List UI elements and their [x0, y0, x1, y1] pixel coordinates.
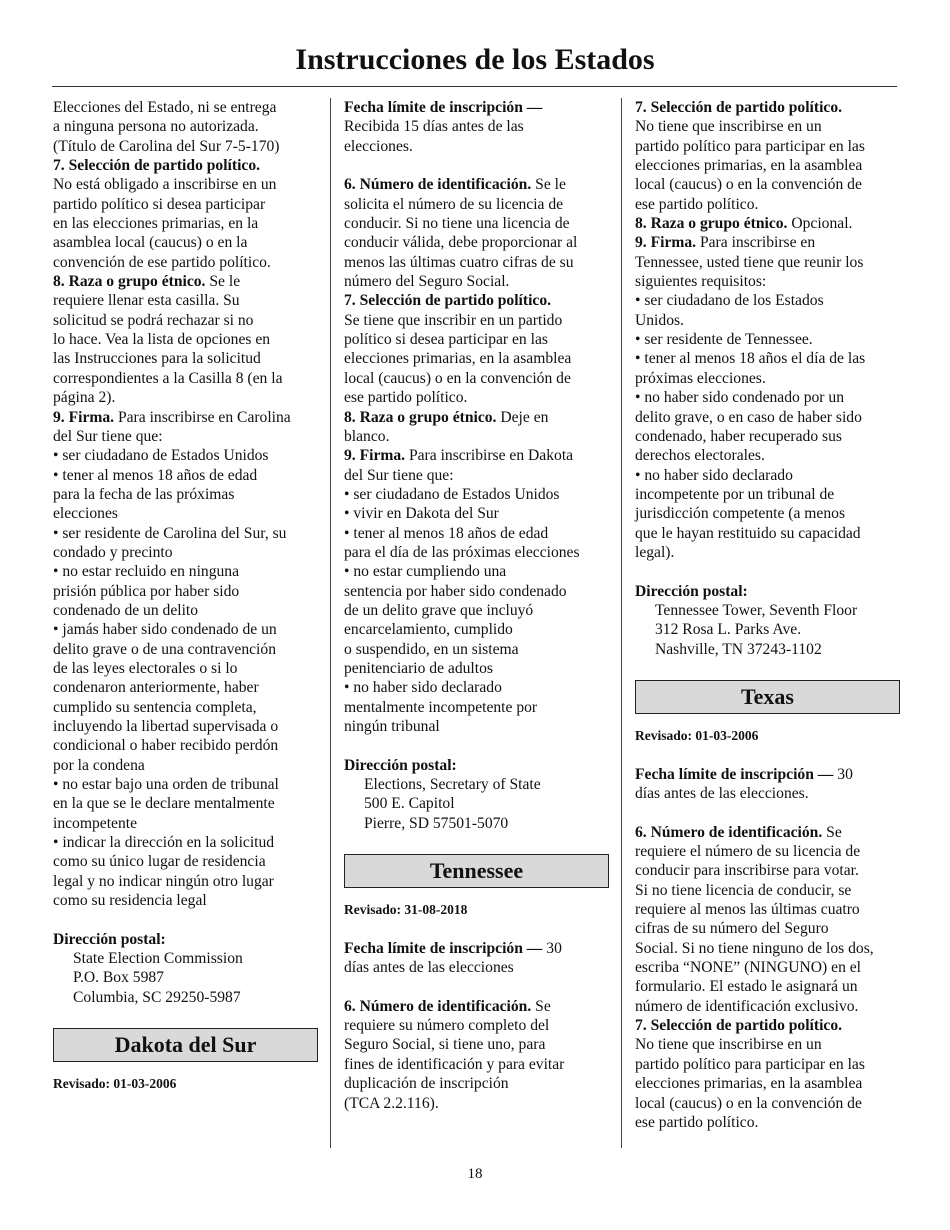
heading-text: 8. Raza o grupo étnico. — [344, 408, 497, 426]
section-heading — [344, 939, 609, 958]
bullet-line: • no estar recluido en ninguna — [53, 563, 240, 581]
text-line: incompetente por un tribunal de — [635, 485, 835, 503]
section-heading — [344, 175, 609, 194]
text-span: Se — [822, 823, 842, 841]
text-line: elecciones primarias, en la asamblea — [344, 350, 572, 368]
text-line: ningún tribunal — [344, 718, 440, 735]
address-line: Elections, Secretary of State — [364, 776, 541, 794]
state-header-dakota-del-sur: Dakota del Sur — [53, 1028, 318, 1062]
heading-text: 9. Firma. — [344, 447, 406, 465]
text-line: elecciones primarias, en la asamblea — [635, 157, 863, 175]
text-line: partido político si desea participar — [53, 195, 266, 213]
text-line: para la fecha de las próximas — [53, 485, 235, 503]
column-1 — [53, 98, 318, 1094]
bullet-line: • no haber sido declarado — [344, 679, 502, 697]
section-heading — [53, 272, 318, 291]
text-span: Se le — [205, 273, 241, 291]
address-line: 312 Rosa L. Parks Ave. — [655, 621, 802, 639]
text-line: correspondientes a la Casilla 8 (en la — [53, 369, 283, 387]
text-line: jurisdicción competente (a menos — [635, 505, 846, 523]
text-line: cifras de su número del Seguro — [635, 920, 829, 938]
text-line: condado y precinto — [53, 543, 173, 561]
text-line: partido político para participar en las — [635, 1055, 865, 1073]
address-line: Pierre, SD 57501-5070 — [364, 814, 509, 832]
text-line: en las elecciones primarias, en la — [53, 215, 259, 233]
text-line: Recibida 15 días antes de las — [344, 118, 524, 136]
text-line: local (caucus) o en la convención de — [635, 176, 862, 194]
text-line: menos las últimas cuatro cifras de su — [344, 253, 574, 271]
text-line: conducir. Si no tiene una licencia de — [344, 215, 570, 233]
text-line: de las leyes electorales o si lo — [53, 659, 238, 677]
section-heading — [635, 233, 900, 252]
heading-text: Fecha límite de inscripción — — [635, 765, 834, 783]
address-heading — [344, 756, 609, 775]
text-line: delito grave o de una contravención — [53, 640, 276, 658]
address-line: Columbia, SC 29250-5987 — [73, 988, 241, 1006]
text-line: condenaron anteriormente, haber — [53, 679, 259, 697]
bullet-line: • ser ciudadano de Estados Unidos — [344, 485, 560, 503]
text-line: siguientes requisitos: — [635, 273, 767, 291]
text-line: político si desea participar en las — [344, 331, 548, 349]
address-line: P.O. Box 5987 — [73, 969, 164, 987]
text-line: condenado, haber recuperado sus — [635, 427, 842, 445]
section-heading — [635, 765, 900, 784]
column-2 — [344, 98, 609, 1113]
text-line: local (caucus) o en la convención de — [635, 1094, 862, 1112]
text-line: Seguro Social, si tiene uno, para — [344, 1036, 546, 1054]
text-line: Unidos. — [635, 311, 684, 329]
address-line: Tennessee Tower, Seventh Floor — [655, 601, 858, 619]
bullet-line: • no estar cumpliendo una — [344, 563, 507, 581]
address-heading — [53, 930, 318, 949]
section-heading — [53, 408, 318, 427]
section-heading — [635, 1016, 900, 1035]
text-line: derechos electorales. — [635, 447, 765, 465]
section-heading — [344, 291, 609, 310]
heading-text: 7. Selección de partido político. — [53, 157, 261, 175]
text-line: mentalmente incompetente por — [344, 698, 538, 716]
heading-text: Dirección postal: — [344, 756, 457, 774]
text-line: elecciones — [53, 505, 118, 523]
heading-text: 6. Número de identificación. — [635, 823, 823, 841]
text-line: del Sur tiene que: — [344, 466, 454, 484]
text-line: No tiene que inscribirse en un — [635, 1036, 822, 1054]
bullet-line: • no haber sido condenado por un — [635, 389, 844, 407]
text-line: lo hace. Vea la lista de opciones en — [53, 331, 271, 349]
text-line: Social. Si no tiene ninguno de los dos, — [635, 939, 874, 957]
text-line: Se tiene que inscribir en un partido — [344, 311, 563, 329]
heading-text: Dirección postal: — [635, 582, 748, 600]
revised-date: Revisado: 01-03-2006 — [635, 727, 759, 743]
section-heading — [53, 156, 318, 175]
text-line: en la que se le declare mentalmente — [53, 795, 275, 813]
column-3 — [635, 98, 900, 1132]
text-span: Para inscribirse en — [696, 234, 816, 252]
section-heading — [635, 98, 900, 117]
text-line: (TCA 2.2.116). — [344, 1094, 439, 1112]
text-line: ese partido político. — [635, 1113, 759, 1131]
section-heading — [344, 997, 609, 1016]
heading-text: 9. Firma. — [53, 408, 115, 426]
text-span: Deje en — [496, 408, 549, 426]
text-line: ese partido político. — [635, 195, 759, 213]
address-line: 500 E. Capitol — [364, 795, 455, 813]
text-line: solicitud se podrá rechazar si no — [53, 311, 254, 329]
text-line: requiere el número de su licencia de — [635, 843, 861, 861]
address-line: Nashville, TN 37243-1102 — [655, 640, 822, 658]
text-line: número de identificación exclusivo. — [635, 997, 859, 1015]
text-line: próximas elecciones. — [635, 369, 766, 387]
text-line: requiere al menos las últimas cuatro — [635, 901, 860, 919]
text-line: conducir para inscribirse para votar. — [635, 862, 859, 880]
text-line: del Sur tiene que: — [53, 427, 163, 445]
text-line: No está obligado a inscribirse en un — [53, 176, 277, 194]
text-line: escriba “NONE” (NINGUNO) en el — [635, 959, 862, 977]
revised-date: Revisado: 01-03-2006 — [53, 1076, 177, 1092]
text-span: Se le — [531, 176, 566, 194]
text-line: legal). — [635, 543, 675, 561]
text-line: a ninguna persona no autorizada. — [53, 118, 259, 136]
text-line: requiere su número completo del — [344, 1017, 550, 1035]
text-line: penitenciario de adultos — [344, 659, 493, 677]
text-line: formulario. El estado le asignará un — [635, 978, 858, 996]
text-line: conducir válida, debe proporcionar al — [344, 234, 578, 252]
page-number: 18 — [467, 1166, 483, 1182]
column-divider — [621, 98, 622, 1148]
heading-text: 8. Raza o grupo étnico. — [635, 215, 788, 233]
text-line: local (caucus) o en la convención de — [344, 369, 571, 387]
bullet-line: • ser residente de Tennessee. — [635, 331, 813, 349]
text-line: partido político para participar en las — [635, 137, 865, 155]
text-line: ese partido político. — [344, 389, 468, 407]
page-title: Instrucciones de los Estados — [295, 43, 655, 76]
text-span: Se — [531, 997, 551, 1015]
section-heading — [344, 446, 609, 465]
state-header-tennessee: Tennessee — [344, 854, 609, 888]
text-line: fines de identificación y para evitar — [344, 1055, 565, 1073]
heading-text: 9. Firma. — [635, 234, 697, 252]
text-line: elecciones primarias, en la asamblea — [635, 1075, 863, 1093]
text-line: solicita el número de su licencia de — [344, 195, 564, 213]
text-line: delito grave, o en caso de haber sido — [635, 408, 862, 426]
text-line: (Título de Carolina del Sur 7-5-170) — [53, 137, 280, 155]
heading-text: Fecha límite de inscripción — — [344, 99, 543, 116]
text-line: requiere llenar esta casilla. Su — [53, 292, 240, 310]
text-line: por la condena — [53, 756, 145, 774]
bullet-line: • ser ciudadano de Estados Unidos — [53, 447, 269, 465]
bullet-line: • indicar la dirección en la solicitud — [53, 834, 275, 852]
text-line: para el día de las próximas elecciones — [344, 543, 580, 561]
bullet-line: • tener al menos 18 años el día de las — [635, 350, 866, 368]
text-line: cumplido su sentencia completa, — [53, 698, 257, 716]
bullet-line: • jamás haber sido condenado de un — [53, 621, 277, 639]
text-line: sentencia por haber sido condenado — [344, 582, 567, 600]
text-line: Elecciones del Estado, ni se entrega — [53, 99, 277, 116]
text-line: blanco. — [344, 427, 390, 445]
text-span: Para inscribirse en Carolina — [114, 408, 291, 426]
text-line: elecciones. — [344, 137, 413, 155]
section-heading — [635, 823, 900, 842]
text-line: Tennessee, usted tiene que reunir los — [635, 253, 864, 271]
state-header-texas: Texas — [635, 680, 900, 714]
text-line: duplicación de inscripción — [344, 1075, 509, 1093]
text-line: o suspendido, en un sistema — [344, 640, 519, 658]
text-line: legal y no indicar ningún otro lugar — [53, 872, 274, 890]
text-span: Opcional. — [787, 215, 853, 233]
revised-date: Revisado: 31-08-2018 — [344, 902, 468, 918]
text-line: asamblea local (caucus) o en la — [53, 234, 248, 252]
text-line: convención de ese partido político. — [53, 253, 271, 271]
heading-text: 6. Número de identificación. — [344, 997, 532, 1015]
section-heading — [635, 214, 900, 233]
heading-text: 7. Selección de partido político. — [344, 292, 552, 310]
text-span: 30 — [542, 939, 562, 957]
heading-text: 8. Raza o grupo étnico. — [53, 273, 206, 291]
text-line: días antes de las elecciones — [344, 959, 514, 977]
heading-text: 7. Selección de partido político. — [635, 99, 843, 116]
text-line: días antes de las elecciones. — [635, 785, 809, 802]
text-line: incompetente — [53, 814, 137, 832]
text-line: las Instrucciones para la solicitud — [53, 350, 261, 368]
bullet-line: • no haber sido declarado — [635, 466, 793, 484]
text-line: como su residencia legal — [53, 892, 207, 910]
heading-text: Dirección postal: — [53, 930, 166, 948]
text-line: página 2). — [53, 389, 116, 407]
column-divider — [330, 98, 331, 1148]
text-line: que le hayan restituido su capacidad — [635, 524, 861, 542]
text-line: encarcelamiento, cumplido — [344, 621, 513, 639]
text-line: incluyendo la libertad supervisada o — [53, 718, 279, 735]
text-line: condicional o haber recibido perdón — [53, 737, 279, 755]
text-line: prisión pública por haber sido — [53, 582, 240, 600]
heading-text: Fecha límite de inscripción — — [344, 939, 543, 957]
bullet-line: • tener al menos 18 años de edad — [53, 466, 258, 484]
section-heading — [344, 98, 609, 117]
bullet-line: • ser residente de Carolina del Sur, su — [53, 524, 287, 542]
text-line: Si no tiene licencia de conducir, se — [635, 881, 852, 899]
text-line: No tiene que inscribirse en un — [635, 118, 822, 136]
section-heading — [344, 408, 609, 427]
title-divider — [52, 86, 897, 87]
address-heading — [635, 582, 900, 601]
heading-text: 6. Número de identificación. — [344, 176, 532, 194]
bullet-line: • tener al menos 18 años de edad — [344, 524, 549, 542]
text-line: condenado de un delito — [53, 601, 199, 619]
text-line: como su único lugar de residencia — [53, 853, 266, 871]
bullet-line: • no estar bajo una orden de tribunal — [53, 776, 279, 794]
heading-text: 7. Selección de partido político. — [635, 1017, 843, 1035]
address-line: State Election Commission — [73, 950, 243, 968]
text-span: 30 — [833, 765, 853, 783]
bullet-line: • vivir en Dakota del Sur — [344, 505, 499, 523]
bullet-line: • ser ciudadano de los Estados — [635, 292, 824, 310]
text-span: Para inscribirse en Dakota — [405, 447, 574, 465]
text-line: número del Seguro Social. — [344, 273, 510, 291]
text-line: de un delito grave que incluyó — [344, 601, 534, 619]
